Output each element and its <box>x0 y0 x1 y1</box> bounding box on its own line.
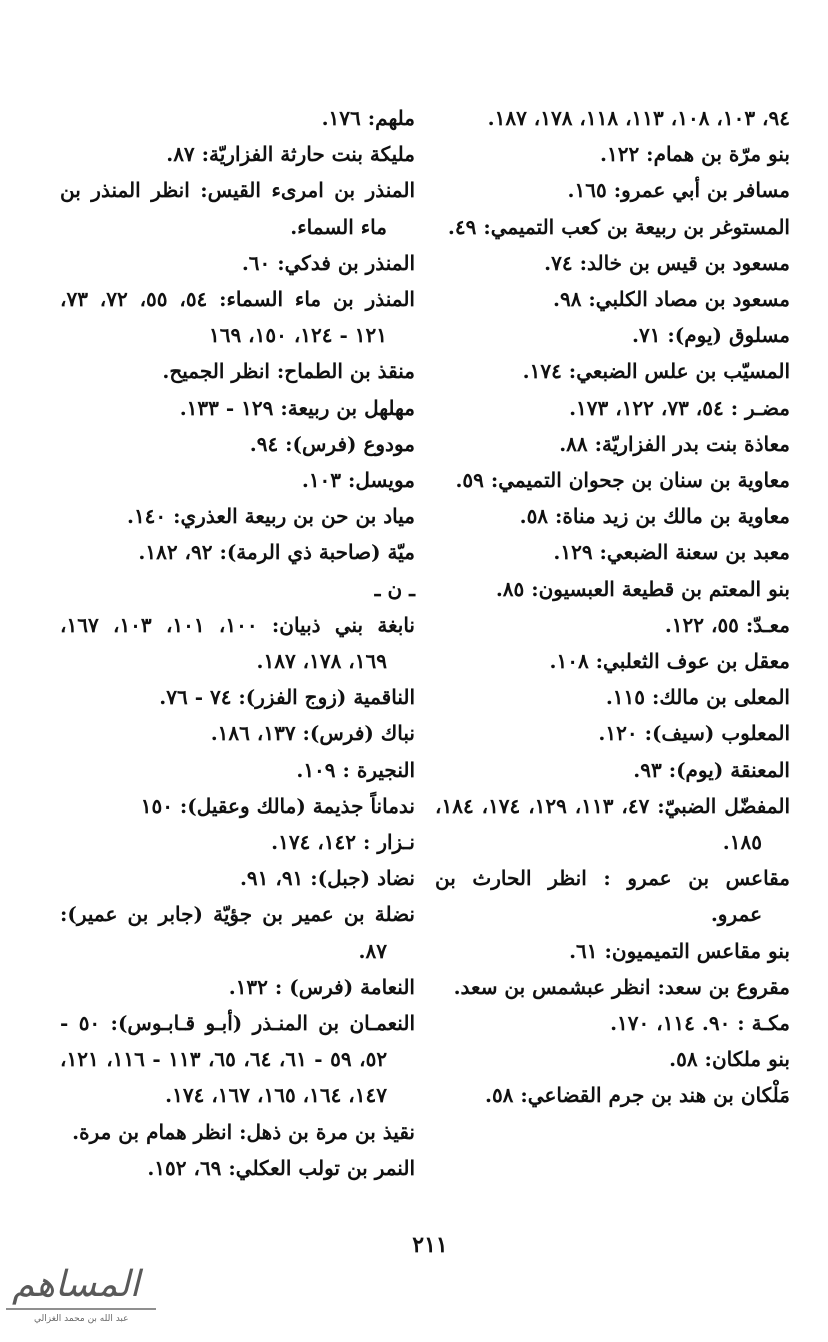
index-entry: معبد بن سعنة الضبعي: ١٢٩. <box>553 540 790 565</box>
index-entry: المسيّب بن علس الضبعي: ١٧٤. <box>522 359 790 384</box>
index-entry: بنو مرّة بن همام: ١٢٢. <box>600 142 790 167</box>
index-entry: الناقمية (زوج الفزر): ٧٤ - ٧٦. <box>159 685 415 710</box>
index-entry: مكـة : ٩٠. ١١٤، ١٧٠. <box>610 1011 790 1036</box>
index-entry: المعنقة (يوم): ٩٣. <box>633 757 790 782</box>
section-heading-nun: ـ ن ـ <box>374 576 415 601</box>
index-entry: مسلوق (يوم): ٧١. <box>632 323 790 348</box>
index-entry: نباك (فرس): ١٣٧، ١٨٦. <box>210 721 415 746</box>
index-entry: مقروع بن سعد: انظر عبشمس بن سعد. <box>453 974 790 999</box>
index-entry: المنذر بن فدكي: ٦٠. <box>241 250 415 275</box>
stamp-calligraphy: المساهم <box>12 1264 140 1305</box>
index-entry: النمر بن تولب العكلي: ٦٩، ١٥٢. <box>147 1155 415 1180</box>
index-entry: مودوع (فرس): ٩٤. <box>249 431 415 456</box>
index-entry: بنو المعتم بن قطيعة العبسيون: ٨٥. <box>495 576 790 601</box>
stamp-underline <box>6 1308 156 1310</box>
calligraphy-stamp <box>2 1262 162 1338</box>
index-entry: مسعود بن قيس بن خالد: ٧٤. <box>544 250 790 275</box>
index-entry: مياد بن حن بن ربيعة العذري: ١٤٠. <box>126 504 415 529</box>
index-entry: المنذر بن ماء السماء: ٥٤، ٥٥، ٧٢، ٧٣، ١٢١ - ١٢٤، ١٥٠، ١٦٩ <box>60 287 415 348</box>
index-entry: ميّة (صاحبة ذي الرمة): ٩٢، ١٨٢. <box>138 540 415 565</box>
index-entry: النعامة (فرس) : ١٣٢. <box>228 974 415 999</box>
index-entry: نضلة بن عمير بن جؤيّة (جابر بن عمير): ٨٧. <box>60 902 415 963</box>
left-column <box>60 100 415 1186</box>
index-entry: مليكة بنت حارثة الفزاريّة: ٨٧. <box>166 142 415 167</box>
index-entry: معاوية بن سنان بن جحوان التميمي: ٥٩. <box>455 468 790 493</box>
index-entry: نـزار : ١٤٢، ١٧٤. <box>271 830 415 855</box>
index-entry: ٩٤، ١٠٣، ١٠٨، ١١٣، ١١٨، ١٧٨، ١٨٧. <box>487 106 790 130</box>
index-entry: معقل بن عوف الثعلبي: ١٠٨. <box>549 649 790 674</box>
index-entry: معاوية بن مالك بن زيد مناة: ٥٨. <box>519 504 790 529</box>
index-entry: ندماناً جذيمة (مالك وعقيل): ١٥٠ <box>140 793 415 818</box>
index-entry: مَلْكان بن هند بن جرم القضاعي: ٥٨. <box>484 1083 790 1108</box>
index-entry: معاذة بنت بدر الفزاريّة: ٨٨. <box>559 431 790 456</box>
index-entry: النجيرة : ١٠٩. <box>296 757 415 782</box>
index-entry: نقيذ بن مرة بن ذهل: انظر همام بن مرة. <box>72 1119 415 1144</box>
index-page <box>60 100 790 1230</box>
stamp-subtitle: عبد الله بن محمد الغزالي <box>34 1314 129 1324</box>
index-entry: مسعود بن مصاد الكلبي: ٩٨. <box>553 287 790 312</box>
index-entry: المفضّل الضبيّ: ٤٧، ١١٣، ١٢٩، ١٧٤، ١٨٤، ١٨٥. <box>435 793 791 855</box>
index-entry: المعلى بن مالك: ١١٥. <box>605 685 790 710</box>
index-entry: منقذ بن الطماح: انظر الجميح. <box>162 359 415 384</box>
index-entry: مهلهل بن ربيعة: ١٢٩ - ١٣٣. <box>179 395 415 420</box>
index-entry: مويسل: ١٠٣. <box>301 468 415 493</box>
page-number: ٢١١ <box>412 1232 448 1258</box>
index-entry: بنو مقاعس التميميون: ٦١. <box>569 938 790 963</box>
index-entry: مضـر : ٥٤، ٧٣، ١٢٢، ١٧٣. <box>569 395 790 420</box>
index-entry: مقاعس بن عمرو : انظر الحارث بن عمرو. <box>435 866 790 927</box>
index-entry: نضاد (جبل): ٩١، ٩١. <box>239 866 415 891</box>
index-entry: مسافر بن أبي عمرو: ١٦٥. <box>567 178 790 203</box>
index-entry: النعمـان بن المنـذر (أبـو قـابـوس): ٥٠ - ٥٢، ٥٩ - ٦١، ٦٤، ٦٥، ١١٣ - ١١٦، ١٢١، ١٤٧، ١٦٤، ١٦٥، ١٦٧، ١٧٤. <box>60 1011 415 1108</box>
index-entry: المعلوب (سيف): ١٢٠. <box>598 721 790 746</box>
index-entry: المنذر بن امرىء القيس: انظر المنذر بن ماء السماء. <box>60 178 415 239</box>
index-entry: ملهم: ١٧٦. <box>321 106 415 130</box>
index-entry: معـدّ: ٥٥، ١٢٢. <box>664 612 790 637</box>
right-column <box>435 100 790 1114</box>
index-entry: المستوغر بن ربيعة بن كعب التميمي: ٤٩. <box>447 214 790 239</box>
index-entry: بنو ملكان: ٥٨. <box>669 1047 790 1072</box>
index-entry: نابغة بني ذبيان: ١٠٠، ١٠١، ١٠٣، ١٦٧، ١٦٩، ١٧٨، ١٨٧. <box>60 612 415 674</box>
